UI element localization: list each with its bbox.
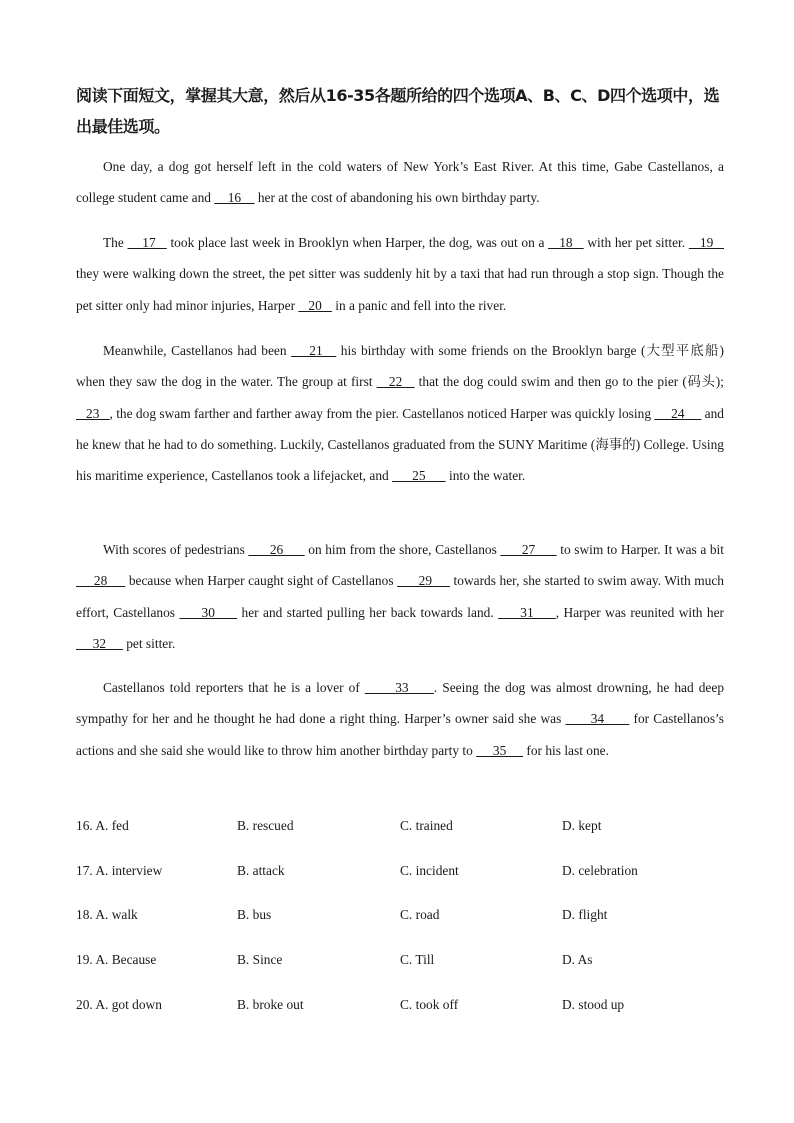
- passage-text: One day, a dog got herself left in the cold waters of New York’s East River. At this time, Gabe Castellanos, a college student came and: [76, 159, 724, 206]
- instructions-heading: 阅读下面短文，掌握其大意，然后从16-35各题所给的四个选项A、B、C、D四个选项中，选出最佳选项。: [76, 86, 720, 136]
- blank-27: 27: [500, 542, 557, 557]
- passage-text: in a panic and fell into the river.: [331, 297, 507, 313]
- passage-text: towards her, she started to swim away. With much effort, Castellanos: [76, 573, 724, 620]
- passage-text: because when Harper caught sight of Castellanos: [125, 573, 398, 589]
- passage-text: to swim to Harper. It was a bit: [556, 542, 724, 557]
- blank-16: 16: [214, 190, 255, 206]
- passage-text: her at the cost of abandoning his own birthday party.: [254, 190, 540, 206]
- option-a: 16. A. fed: [76, 818, 129, 833]
- question-18-options: [76, 903, 724, 927]
- blank-32: 32: [76, 635, 123, 651]
- option-a: 18. A. walk: [76, 907, 138, 922]
- blank-24: 24: [654, 405, 702, 421]
- option-c: C. took off: [400, 997, 459, 1012]
- blank-22: 22: [376, 374, 415, 390]
- passage-text: on him from the shore, Castellanos: [304, 542, 501, 557]
- passage-text: Meanwhile, Castellanos had been: [103, 343, 292, 358]
- blank-35: 35: [476, 742, 524, 758]
- option-d: D. As: [562, 952, 593, 967]
- option-b: B. bus: [237, 907, 272, 922]
- passage-paragraph-4: [76, 534, 724, 659]
- option-b: B. rescued: [237, 818, 294, 833]
- question-16-options: [76, 814, 724, 838]
- option-d: D. stood up: [562, 997, 625, 1012]
- question-17-options: [76, 859, 724, 883]
- blank-18: 18: [548, 235, 584, 250]
- option-a: 17. A. interview: [76, 863, 163, 878]
- passage-text: that the dog could swim and then go to the pier (码头);: [414, 374, 724, 390]
- blank-30: 30: [179, 604, 238, 620]
- passage-text: his birthday with some friends on the Brooklyn barge (大型平底船) when they saw the dog in the water. The group at first: [76, 343, 725, 390]
- passage-text: her and started pulling her back towards land.: [237, 604, 499, 620]
- passage-paragraph-3: [76, 335, 724, 491]
- question-19-options: [76, 948, 724, 972]
- option-c: C. road: [400, 907, 440, 922]
- passage-text: for Castellanos’s actions and she said she would like to throw him another birthday party to: [76, 711, 724, 758]
- passage-text: Castellanos told reporters that he is a lover of: [103, 680, 365, 695]
- option-d: D. celebration: [562, 863, 638, 878]
- blank-33: 33: [364, 680, 434, 695]
- passage-paragraph-5: [76, 672, 724, 766]
- passage-text: they were walking down the street, the pet sitter was suddenly hit by a taxi that had run through a stop sign. Though the pet sitter only had minor injuries, Harper: [76, 266, 724, 313]
- option-b: B. Since: [237, 952, 283, 967]
- blank-29: 29: [397, 573, 450, 589]
- option-d: D. flight: [562, 907, 608, 922]
- passage-text: The: [103, 235, 128, 250]
- passage-text: , the dog swam farther and farther away from the pier. Castellanos noticed Harper was quickly losing: [109, 405, 655, 421]
- blank-17: 17: [127, 235, 167, 250]
- option-b: B. attack: [237, 863, 285, 878]
- blank-26: 26: [248, 542, 305, 557]
- blank-20: 20: [298, 297, 332, 313]
- passage-text: With scores of pedestrians: [103, 542, 249, 557]
- blank-34: 34: [565, 711, 630, 727]
- blank-28: 28: [76, 573, 126, 589]
- passage-text: pet sitter.: [122, 635, 176, 651]
- passage-paragraph-2: [76, 227, 724, 321]
- option-c: C. trained: [400, 818, 453, 833]
- option-c: C. Till: [400, 952, 435, 967]
- blank-19: 19: [688, 235, 725, 250]
- passage-paragraph-1: [76, 151, 724, 214]
- question-20-options: [76, 993, 724, 1017]
- passage-text: . Seeing the dog was almost drowning, he had deep sympathy for her and he thought he had done a right thing. Harper’s owner said she was: [76, 680, 725, 727]
- blank-21: 21: [291, 343, 337, 358]
- passage-text: and he knew that he had to do something. Luckily, Castellanos graduated from the SUNY Maritime (海事的) College. Using his maritime experience, Castellanos took a lifejacket, and: [76, 405, 724, 484]
- option-a: 20. A. got down: [76, 997, 162, 1012]
- blank-23: 23: [76, 405, 110, 421]
- passage-text: for his last one.: [523, 742, 609, 758]
- option-a: 19. A. Because: [76, 952, 157, 967]
- passage-text: with her pet sitter.: [583, 235, 689, 250]
- passage-text: into the water.: [445, 468, 526, 484]
- option-b: B. broke out: [237, 997, 304, 1012]
- passage-text: , Harper was reunited with her: [555, 604, 725, 620]
- passage-text: took place last week in Brooklyn when Harper, the dog, was out on a: [166, 235, 549, 250]
- option-c: C. incident: [400, 863, 459, 878]
- blank-25: 25: [392, 468, 446, 484]
- blank-31: 31: [498, 604, 556, 620]
- option-d: D. kept: [562, 818, 602, 833]
